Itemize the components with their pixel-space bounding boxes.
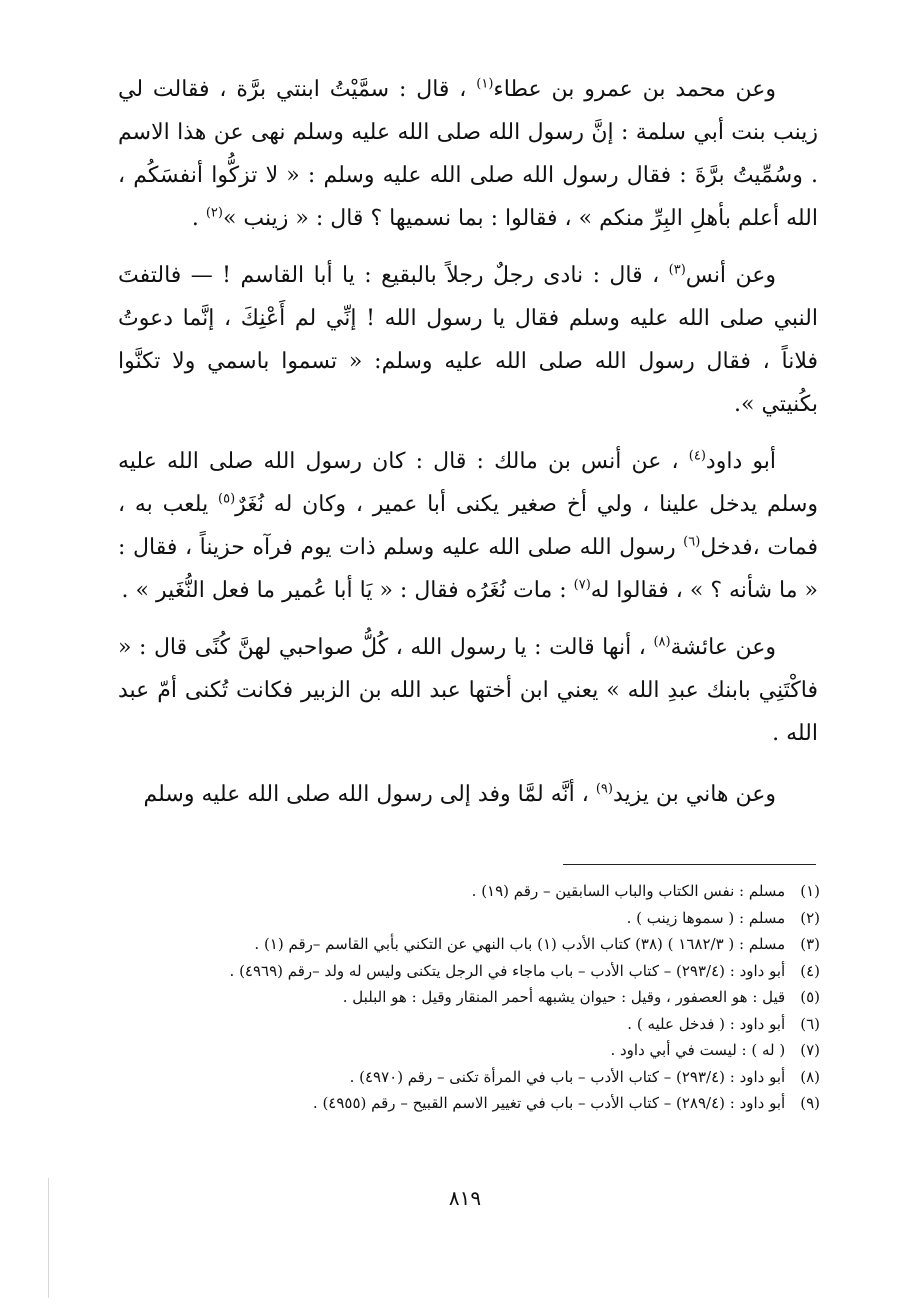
footnote-ref: (٩) [595, 781, 613, 797]
paragraph-text: ، قال : سمَّيْتُ ابنتي برَّة ، فقالت لي زينب بنت أبي سلمة : إنَّ رسول الله صلى الله عليه وسلم نهى عن هذا الاسم . وسُمِّيتُ برَّةَ : فقال رسول الله صلى الله عليه وسلم : « لا تزكُّوا أنفسَكُم ، الله أعلم بأهلِ البِرِّ منكم » ، فقالوا : بما نسميها ؟ قال : « زينب » [118, 77, 818, 231]
paragraph-text: ، عن أنس بن مالك : قال : كان رسول الله صلى الله عليه وسلم يدخل علينا ، ولي أخ صغير يكنى أبا عمير ، وكان له نُغَرٌ [118, 449, 819, 517]
page-number: ٨١٩ [448, 1186, 482, 1210]
footnote-text: أبو داود : (٢٩٣/٤) – كتاب الأدب – باب ماجاء في الرجل يتكنى وليس له ولد –رقم (٤٩٦٩) . [229, 961, 786, 980]
footnote-ref: (٤) [688, 448, 706, 464]
footnote-text: قيل : هو العصفور ، وقيل : حيوان يشبهه أحمر المنقار وقيل : هو البلبل . [342, 988, 786, 1006]
footnote-text: أبو داود : (٢٩٣/٤) – كتاب الأدب – باب في المرأة تكنى – رقم (٤٩٧٠) . [349, 1067, 786, 1086]
paragraph-text: وعن أنس [685, 263, 776, 288]
footnote-ref: (٢) [205, 205, 223, 221]
footnote-text: مسلم : نفس الكتاب والباب السابقين – رقم (١٩) . [471, 882, 786, 900]
footnote-number: (٤) [800, 961, 820, 980]
footnote-item [118, 931, 820, 958]
footnote-item [118, 1011, 820, 1038]
footnote-number: (٧) [800, 1041, 820, 1059]
footnote-ref: (٥) [218, 491, 236, 507]
paragraph-text: ، قال : نادى رجلٌ رجلاً بالبقيع : يا أبا القاسم ! — فالتفتَ النبي صلى الله عليه وسلم فقال يا رسول الله ! إنِّي لم أَعْنِكَ ، إنَّما دعوتُ فلاناً ، فقال رسول الله صلى الله عليه وسلم: « تسموا باسمي ولا تكنَّوا بكُنيتي ». [118, 263, 818, 417]
footnote-number: (٥) [800, 988, 820, 1006]
paragraph-text: . [191, 206, 206, 231]
footnote-number: (٩) [800, 1094, 820, 1112]
paragraph-text: أبو داود [705, 449, 776, 474]
footnote-text: مسلم : ( سموها زينب ) . [626, 908, 786, 927]
paragraph-2 [118, 254, 818, 426]
footnote-text: ( له ) : ليست في أبي داود . [610, 1041, 786, 1059]
footnote-item [118, 958, 820, 985]
footnote-ref: (٦) [683, 534, 701, 550]
paragraph-text: : مات نُغَرُه فقال : « يَا أبا عُمير ما فعل النُّغَير » . [121, 578, 574, 603]
footnote-separator [563, 864, 816, 865]
paragraph-3 [118, 440, 818, 612]
paragraph-1 [118, 68, 818, 240]
paragraph-text: يلعب به ، فمات ،فدخل [118, 492, 818, 560]
paragraph-text: رسول الله صلى الله عليه وسلم ذات يوم فرآه حزيناً ، فقال : « ما شأنه ؟ » ، فقالوا له [118, 535, 818, 603]
footnote-number: (١) [800, 882, 820, 900]
footnote-text: مسلم : ( ١٦٨٢/٣ ) (٣٨) كتاب الأدب (١) باب النهي عن التكني بأبي القاسم –رقم (١) . [254, 935, 786, 953]
paragraph-4 [118, 626, 818, 755]
paragraph-text: ، أنَّه لمَّا وفد إلى رسول الله صلى الله عليه وسلم [143, 782, 596, 807]
footnote-item [118, 878, 820, 905]
footnote-item [118, 1090, 820, 1117]
footnote-item [118, 984, 820, 1011]
footnote-text: أبو داود : ( فدخل عليه ) . [627, 1014, 786, 1033]
footnote-number: (٦) [800, 1014, 820, 1033]
footnote-text: أبو داود : (٢٨٩/٤) – كتاب الأدب – باب في تغيير الاسم القبيح – رقم (٤٩٥٥) . [312, 1094, 786, 1112]
paragraph-text: وعن عائشة [670, 635, 776, 660]
footnote-number: (٨) [800, 1067, 820, 1086]
footnote-number: (٢) [800, 908, 820, 927]
footnotes-list [118, 878, 820, 1117]
footnote-ref: (٨) [653, 634, 671, 650]
paragraph-text: وعن هاني بن يزيد [612, 782, 776, 807]
footnote-number: (٣) [800, 935, 820, 953]
paragraph-text: وعن محمد بن عمرو بن عطاء [493, 77, 776, 102]
footnote-ref: (٣) [668, 262, 686, 278]
scan-edge-line [48, 1178, 49, 1298]
paragraph-5 [118, 773, 818, 816]
main-text [118, 68, 818, 830]
footnote-item [118, 1037, 820, 1064]
footnote-ref: (٧) [573, 577, 591, 593]
footnote-item [118, 1064, 820, 1091]
footnote-item [118, 905, 820, 932]
paragraph-text: ، أنها قالت : يا رسول الله ، كُلُّ صواحبي لهنَّ كُنًى قال : « فاكْتَنِي بابنك عبدِ الله » يعني ابن أختها عبد الله بن الزبير فكانت تُكنى أمّ عبد الله . [118, 635, 818, 746]
footnote-ref: (١) [476, 76, 494, 92]
